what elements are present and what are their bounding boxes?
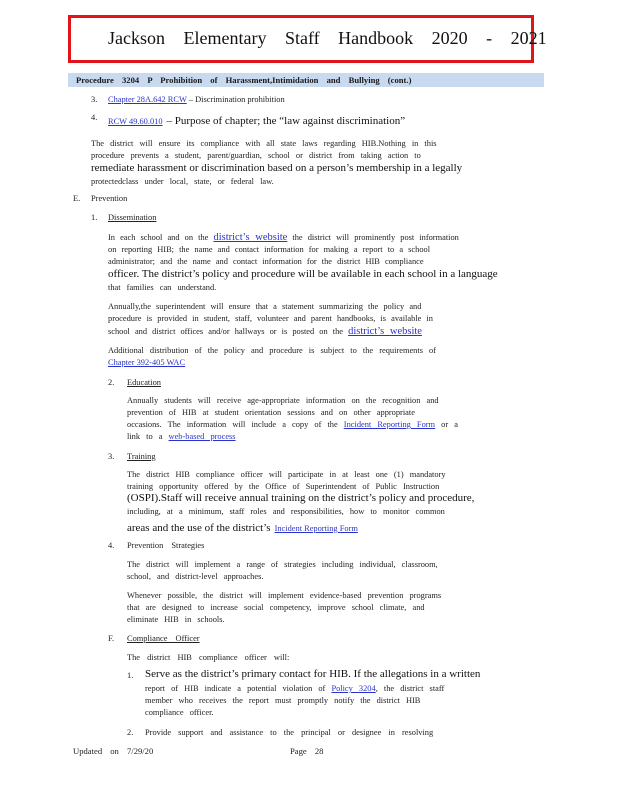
education-heading: Education [127, 378, 161, 387]
text-segment: occasions. The information will include a copy of the [127, 420, 338, 429]
ref-number: 4. [91, 113, 98, 122]
rcw-49-60-010-link[interactable]: RCW 49.60.010 [108, 117, 163, 126]
prevention-line: eliminate HIB in schools. [127, 615, 225, 624]
item-number: 2. [127, 728, 134, 737]
training-line [127, 518, 358, 536]
page-number: Page 28 [290, 746, 324, 756]
dissemination-line [108, 358, 185, 367]
intro-line: remediate harassment or discrimination based on a person’s membership in a legally [91, 162, 463, 174]
education-line: Annually students will receive age-appropriate information on the recognition and [127, 396, 439, 405]
text-segment: report of HIB indicate a potential violation of [145, 684, 326, 693]
compliance-officer-heading: Compliance Officer [127, 634, 200, 643]
training-heading: Training [127, 452, 156, 461]
prevention-line: school, and district-level approaches. [127, 572, 264, 581]
dissemination-line: officer. The district’s policy and procedure will be available in each school in a language [108, 268, 498, 280]
dissemination-heading: Dissemination [108, 213, 157, 222]
section-letter: E. [73, 194, 81, 203]
prevention-strategies-heading: Prevention Strategies [127, 541, 205, 550]
district-website-link[interactable]: district’s website [213, 232, 288, 243]
prevention-line: The district will implement a range of strategies including individual, classroom, [127, 560, 438, 569]
prevention-line: that are designed to increase social competency, improve school climate, and [127, 603, 425, 612]
dissemination-line: Additional distribution of the policy and procedure is subject to the requirements of [108, 346, 437, 355]
web-based-process-link[interactable]: web-based process [168, 432, 236, 441]
chapter-392-405-wac-link[interactable]: Chapter 392-405 WAC [108, 358, 186, 367]
chapter-28a-642-link[interactable]: Chapter 28A.642 RCW [108, 95, 187, 104]
dissemination-line: administrator; and the name and contact information for the district HIB compliance [108, 257, 424, 266]
intro-line: procedure prevents a student, parent/guardian, school or district from taking action to [91, 151, 421, 160]
education-line [127, 420, 458, 429]
procedure-band-title: Procedure 3204 P Prohibition of Harassment,Intimidation and Bullying (cont.) [76, 75, 412, 85]
text-segment: or a [441, 420, 458, 429]
text-segment: areas and the use of the district’s [127, 522, 271, 534]
compliance-line [145, 684, 444, 693]
ref-number: 3. [91, 95, 98, 104]
education-line: prevention of HIB at student orientation sessions and on other appropriate [127, 408, 415, 417]
text-segment: school and district offices and/or hallways or is posted on the [108, 327, 343, 336]
ref-text: – Purpose of chapter; the “law against discrimination” [166, 115, 406, 127]
training-line: including, at a minimum, staff roles and responsibilities, how to monitor common [127, 507, 445, 516]
item-number: 2. [108, 378, 115, 387]
training-line: (OSPI).Staff will receive annual training on the district’s policy and procedure, [127, 492, 475, 504]
item-number: 4. [108, 541, 115, 550]
dissemination-line: procedure is provided in student, staff, volunteer and parent handbooks, is available in [108, 314, 433, 323]
training-line: The district HIB compliance officer will participate in at least one (1) mandatory [127, 470, 446, 479]
ref-text: – Discrimination prohibition [188, 95, 285, 104]
policy-3204-link[interactable]: Policy 3204 [331, 684, 376, 693]
text-segment: , the district staff [375, 684, 445, 693]
compliance-line: compliance officer. [145, 708, 214, 717]
intro-line: protectedclass under local, state, or federal law. [91, 177, 274, 186]
handbook-title: Jackson Elementary Staff Handbook 2020 - 2021 [108, 28, 547, 48]
dissemination-line [108, 232, 459, 243]
compliance-intro: The district HIB compliance officer will: [127, 653, 290, 662]
item-number: 1. [127, 671, 134, 680]
incident-reporting-form-link[interactable]: Incident Reporting Form [343, 420, 436, 429]
incident-reporting-form-link[interactable]: Incident Reporting Form [274, 524, 358, 533]
dissemination-line: that families can understand. [108, 283, 217, 292]
dissemination-line: Annually,the superintendent will ensure that a statement summarizing the policy and [108, 302, 422, 311]
ref-line [108, 95, 285, 104]
district-website-link[interactable]: district’s website [348, 326, 422, 337]
text-segment: In each school and on the [108, 233, 209, 242]
section-prevention-title: Prevention [91, 194, 128, 203]
training-line: training opportunity offered by the Office of Superintendent of Public Instruction [127, 482, 440, 491]
prevention-line: Whenever possible, the district will implement evidence-based prevention programs [127, 591, 442, 600]
compliance-line: Provide support and assistance to the principal or designee in resolving [145, 728, 434, 737]
education-line [127, 432, 236, 441]
item-number: 3. [108, 452, 115, 461]
item-number: 1. [91, 213, 98, 222]
dissemination-line: on reporting HIB; the name and contact information for making a report to a school [108, 245, 431, 254]
compliance-line: Serve as the district’s primary contact for HIB. If the allegations in a written [145, 668, 481, 680]
ref-line [108, 111, 405, 129]
updated-date: Updated on 7/29/20 [73, 746, 154, 756]
text-segment: the district will prominently post information [292, 233, 459, 242]
dissemination-line [108, 326, 422, 337]
section-letter: F. [108, 634, 115, 643]
intro-line: The district will ensure its compliance with all state laws regarding HIB.Nothing in this [91, 139, 437, 148]
text-segment: link to a [127, 432, 163, 441]
compliance-line: member who receives the report must promptly notify the district HIB [145, 696, 421, 705]
